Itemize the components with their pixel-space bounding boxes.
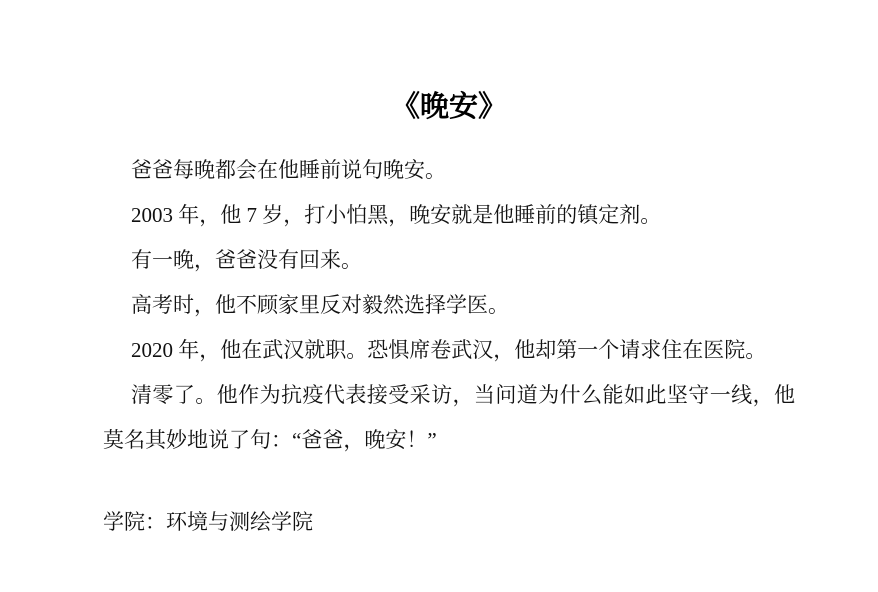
document-title: 《晚安》 <box>390 91 507 123</box>
college-line: 学院：环境与测绘学院 <box>103 510 313 534</box>
paragraph: 清零了。他作为抗疫代表接受采访，当问道为什么能如此坚守一线，他莫名其妙地说了句：“爸爸，晚安！” <box>103 383 795 452</box>
paragraph: 有一晚，爸爸没有回来。 <box>131 248 362 272</box>
paragraph: 高考时，他不顾家里反对毅然选择学医。 <box>131 293 509 317</box>
paragraph: 2020 年，他在武汉就职。恐惧席卷武汉，他却第一个请求住在医院。 <box>131 338 767 362</box>
paragraph: 2003 年，他 7 岁，打小怕黑，晚安就是他睡前的镇定剂。 <box>131 203 662 227</box>
paragraph: 爸爸每晚都会在他睡前说句晚安。 <box>131 158 446 182</box>
document-content <box>103 90 795 545</box>
